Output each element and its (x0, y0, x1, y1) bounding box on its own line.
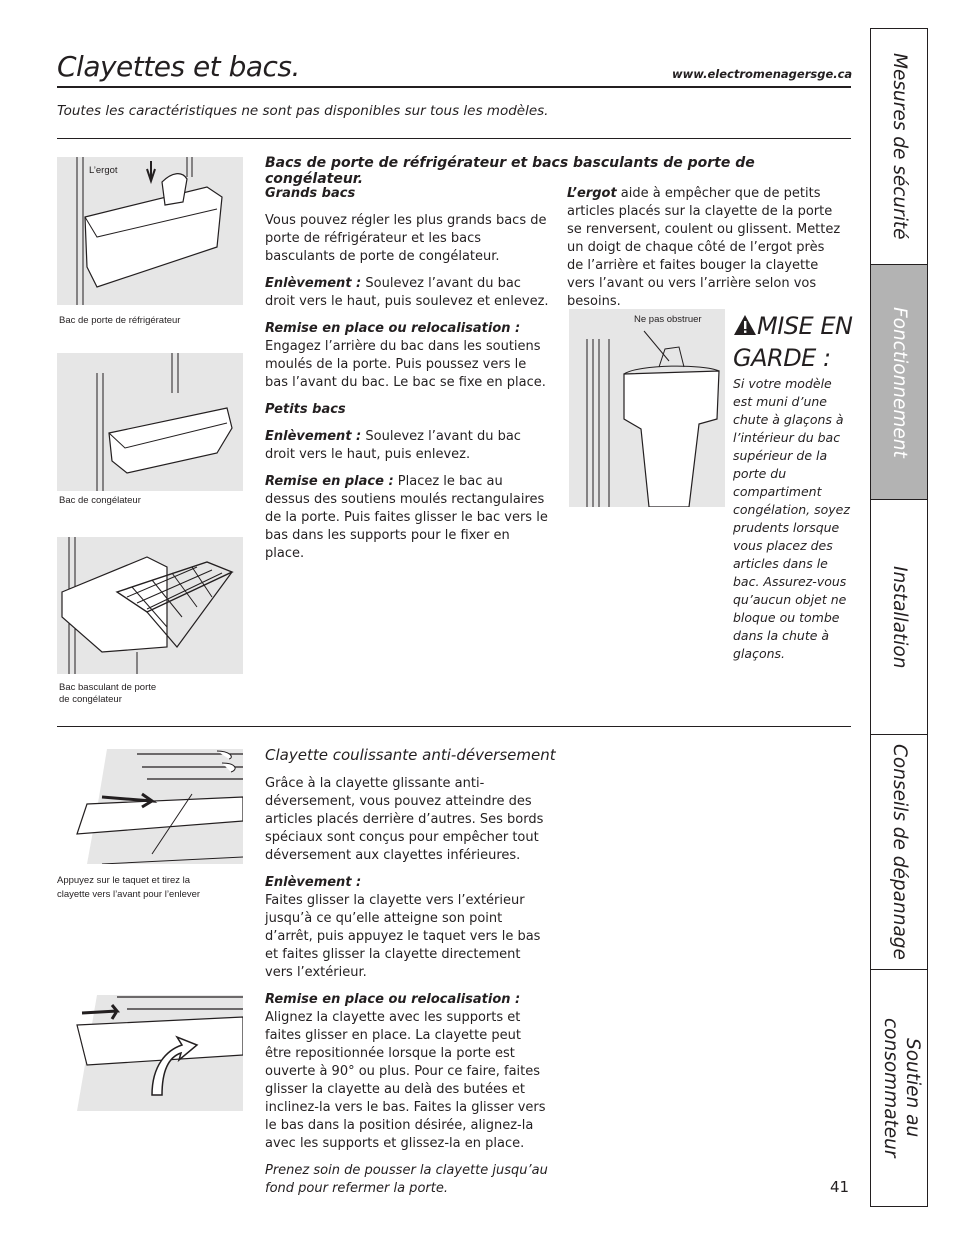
shelf-replace-label: Remise en place ou relocalisation : (265, 992, 521, 1007)
sliding-shelf-figure (57, 749, 243, 864)
sliding-shelf-note: Prenez soin de pousser la clayette jusqu’au fond pour refermer la porte. (265, 1163, 548, 1196)
do-not-obstruct-label: Ne pas obstruer (634, 314, 702, 325)
tab-safety[interactable] (871, 29, 927, 264)
tab-troubleshooting-label: Conseils de dépannage (889, 744, 910, 960)
large-bins-removal (265, 275, 550, 311)
ice-chute-figure (569, 309, 725, 507)
sliding-shelf-heading: Clayette coulissante anti-déversement (265, 746, 556, 764)
page-subtitle: Toutes les caractéristiques ne sont pas disponibles sur tous les modèles. (57, 103, 549, 119)
door-bins-heading: Bacs de porte de réfrigérateur et bacs basculants de porte de congélateur. (265, 155, 755, 187)
sliding-shelf-removal (265, 874, 550, 982)
small-bins-subheading: Petits bacs (265, 402, 346, 417)
tab-safety-label: Mesures de sécurité (889, 53, 910, 240)
sliding-shelf-intro: Grâce à la clayette glissante anti-déversement, vous pouvez atteindre des articles placés derrière d’autres. Ses bords spéciaux sont conçus pour empêcher tout déversement aux clayettes inférieures. (265, 776, 544, 863)
warning-heading (733, 311, 853, 373)
large-bins-removal-text: Soulevez l’avant du bac droit vers le haut, puis soulevez et enlevez. (265, 276, 549, 309)
replace-label-small: Remise en place : (265, 474, 394, 489)
tab-operation-label: Fonctionnement (889, 306, 910, 458)
sliding-shelf-replace (265, 991, 550, 1153)
shelf-removal-label: Enlèvement : (265, 875, 362, 890)
tab-troubleshooting[interactable] (871, 735, 927, 969)
warning-heading-line1: MISE EN (757, 312, 853, 340)
freezer-bin-caption: Bac de congélateur (59, 495, 141, 506)
page-number: 41 (830, 1178, 850, 1196)
large-bins-subheading: Grands bacs (265, 186, 356, 201)
sliding-shelf-caption-2: clayette vers l’avant pour l’enlever (57, 889, 201, 900)
replace-label: Remise en place ou relocalisation : (265, 321, 521, 336)
shelf-removal-text: Faites glisser la clayette vers l’extérieur jusqu’à ce qu’elle atteigne son point d’arrêt, puis appuyez le taquet vers le bas et faites glisser la clayette directement vers l’extérieur. (265, 893, 541, 980)
large-bins-replace-text: Engagez l’arrière du bac dans les soutiens moulés de la porte. Puis poussez vers le bas l’avant du bac. Le bac se fixe en place. (265, 339, 546, 390)
small-bins-replace-text: Placez le bac au dessus des soutiens moulés rectangulaires de la porte. Puis faites glisser le bac vers le bas dans les supports pour le fixer en place. (265, 474, 548, 561)
freezer-tilt-bin-caption-2: de congélateur (59, 694, 122, 705)
small-bins-removal (265, 428, 550, 464)
removal-label-small: Enlèvement : (265, 429, 362, 444)
ergot-term: L’ergot (567, 186, 617, 201)
tab-installation[interactable] (871, 500, 927, 734)
section-tabs (870, 28, 928, 1207)
small-bins-replace (265, 473, 550, 563)
shelf-reposition-figure (57, 995, 243, 1111)
freezer-tilt-bin-figure (57, 537, 243, 674)
tab-operation[interactable] (871, 265, 927, 499)
header-rule (57, 86, 851, 88)
removal-label: Enlèvement : (265, 276, 362, 291)
warning-heading-line2: GARDE : (733, 344, 831, 372)
freezer-tilt-bin-caption-1: Bac basculant de porte (59, 682, 157, 693)
page-title: Clayettes et bacs. (57, 50, 300, 83)
warning-triangle-icon (733, 313, 757, 343)
tab-consumer-support[interactable] (871, 970, 927, 1206)
tab-installation-label: Installation (889, 565, 910, 669)
tab-consumer-support-label: Soutien au consommateur (880, 1018, 923, 1158)
small-bins-removal-text: Soulevez l’avant du bac droit vers le haut, puis enlevez. (265, 429, 521, 462)
large-bins-replace (265, 320, 550, 392)
freezer-bin-figure (57, 353, 243, 491)
ergot-label: L’ergot (89, 165, 118, 176)
website-url[interactable]: www.electromenagersge.ca (672, 67, 853, 81)
large-bins-intro: Vous pouvez régler les plus grands bacs de porte de réfrigérateur et les bacs basculants de porte de congélateur. (265, 213, 547, 264)
sliding-shelf-column (265, 775, 550, 1207)
fridge-door-bin-figure (57, 157, 243, 305)
door-bins-left-column (265, 185, 550, 572)
shelf-replace-text: Alignez la clayette avec les supports et faites glisser en place. La clayette peut être repositionnée lorsque la porte est ouverte à 90° ou plus. Pour ce faire, faites glisser la clayette au delà des butées et inclinez-la vers le bas. Faites la glisser vers le bas dans la position désirée, alignez-la avec les supports et glissez-la en place. (265, 1010, 546, 1151)
section-divider-top (57, 138, 851, 139)
warning-body: Si votre modèle est muni d’une chute à glaçons à l’intérieur du bac supérieur de la porte du compartiment congélation, soyez prudents lorsque vous placez des articles dans le bac. Assurez-vous qu’aucun objet ne bloque ou tombe dans la chute à glaçons. (733, 376, 850, 661)
ergot-paragraph (567, 185, 842, 320)
fridge-door-bin-caption: Bac de porte de réfrigérateur (59, 315, 181, 326)
ergot-text: aide à empêcher que de petits articles placés sur la clayette de la porte se renversent, coulent ou glissent. Mettez un doigt de chaque côté de l’ergot près de l’arrière et faites bouger la clayette vers l’avant ou vers l’arrière selon vos besoins. (567, 186, 841, 309)
section-divider-middle (57, 726, 851, 727)
sliding-shelf-caption-1: Appuyez sur le taquet et tirez la (57, 875, 191, 886)
